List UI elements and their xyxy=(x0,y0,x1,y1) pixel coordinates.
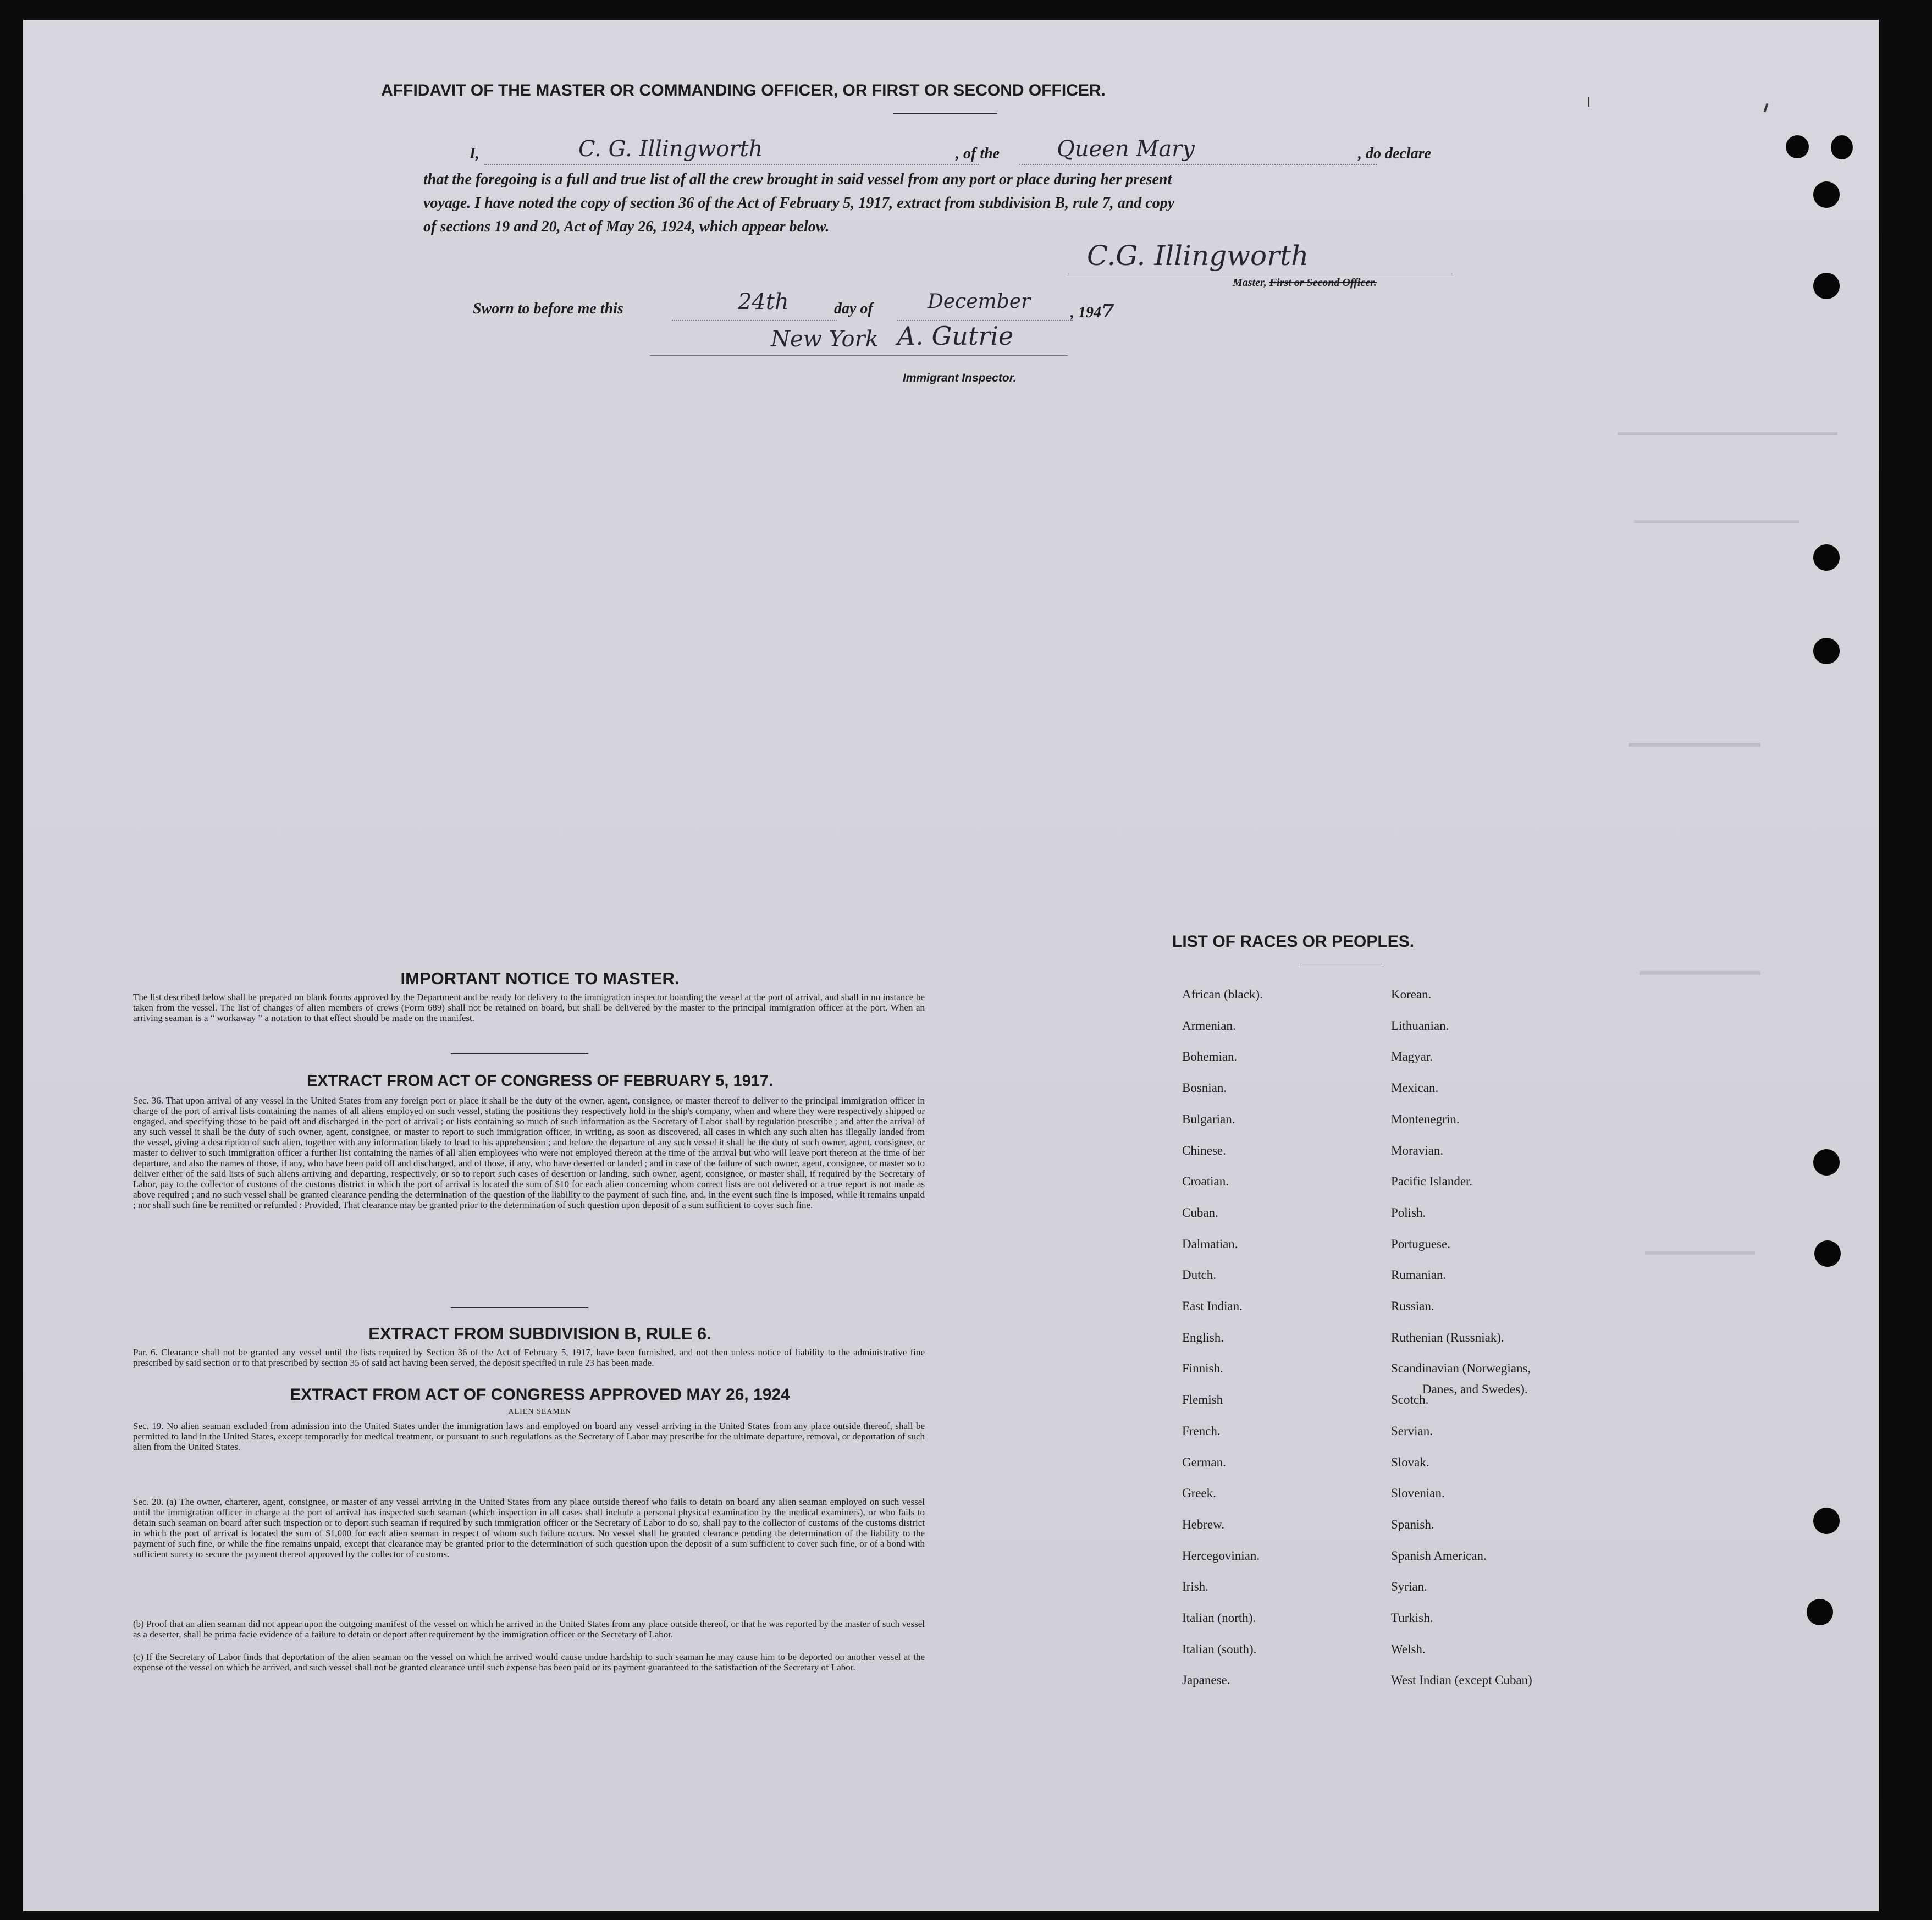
race-item: Servian. xyxy=(1391,1424,1433,1438)
sworn-month: December xyxy=(928,290,1031,313)
affidavit-body-line1: that the foregoing is a full and true list of all the crew brought in said vessel from any port or place during her present xyxy=(423,171,1172,188)
master-signature: C.G. Illingworth xyxy=(1087,240,1309,272)
affidavit-body-line3: of sections 19 and 20, Act of May 26, 1924, which appear below. xyxy=(423,218,830,235)
i-label: I, xyxy=(470,145,479,162)
bleed-through-marks xyxy=(1645,1251,1755,1271)
inspector-label: Immigrant Inspector. xyxy=(903,372,1017,384)
bleed-through-marks xyxy=(1629,743,1760,763)
notice-text: The list described below shall be prepared on blank forms approved by the Department and be ready for delivery to the immigration inspector boarding the vessel at the port of arrival, and shall in no instance be taken from the vessel. The list of changes of alien members of crews (Form 689) shall not be retained on board, but shall be delivered by the master to the principal immigration officer at the port. When an arriving seaman is a “ workaway ” a notation to that effect should be made on the manifest. xyxy=(133,992,925,1023)
inspector-line xyxy=(650,355,1068,356)
race-item: Dalmatian. xyxy=(1182,1237,1238,1251)
races-title: LIST OF RACES OR PEOPLES. xyxy=(1172,933,1415,951)
vessel-name-line xyxy=(1019,164,1377,165)
extract-1924-title: EXTRACT FROM ACT OF CONGRESS APPROVED MAY 26, 1924 xyxy=(290,1386,790,1404)
document-page xyxy=(23,20,1879,1911)
race-item: Montenegrin. xyxy=(1391,1112,1460,1126)
race-item: Japanese. xyxy=(1182,1673,1230,1687)
race-item: Welsh. xyxy=(1391,1642,1426,1656)
race-item: Chinese. xyxy=(1182,1143,1226,1157)
rule6-text: Par. 6. Clearance shall not be granted any vessel until the lists required by Section 36 of the Act of February 5, 1917, have been furnished, and not then unless notice of liability to the administrative fine prescribed by said section or to that prescribed by section 35 of said act having been served, the deposit specified in rule 23 has been made. xyxy=(133,1347,925,1368)
inspector-place: New York xyxy=(771,327,879,352)
bleed-through-marks xyxy=(1634,520,1799,540)
race-item: African (black). xyxy=(1182,987,1263,1001)
punch-hole xyxy=(1813,1508,1840,1534)
race-item: Finnish. xyxy=(1182,1361,1223,1376)
race-item: Bulgarian. xyxy=(1182,1112,1235,1126)
officer-struck-text: First or Second Officer. xyxy=(1269,277,1377,289)
race-item: Russian. xyxy=(1391,1299,1434,1313)
extract-1924-sec19: Sec. 19. No alien seaman excluded from admission into the United States under the immigration laws and employed on board any vessel arriving in the United States from any place outside thereof, shall be permitted to land in the United States, except temporarily for medical treatment, or pursuant to such regulations as the Secretary of Labor may prescribe for the ultimate departure, removal, or deportation of such alien from the United States. xyxy=(133,1421,925,1452)
race-item: Syrian. xyxy=(1391,1580,1427,1594)
officer-name: C. G. Illingworth xyxy=(578,136,763,162)
race-item: West Indian (except Cuban) xyxy=(1391,1673,1532,1687)
race-item: Lithuanian. xyxy=(1391,1018,1449,1033)
race-item: Flemish xyxy=(1182,1393,1223,1407)
race-item: East Indian. xyxy=(1182,1299,1243,1313)
race-item: Korean. xyxy=(1391,987,1432,1001)
race-item: Scotch. xyxy=(1391,1393,1429,1407)
extract-1917-title: EXTRACT FROM ACT OF CONGRESS OF FEBRUARY 5, 1917. xyxy=(306,1072,774,1090)
bleed-through-marks xyxy=(1640,971,1760,991)
extract-1924-sec20b: (b) Proof that an alien seaman did not appear upon the outgoing manifest of the vessel on which he arrived in the United States from any place outside thereof, or that he was reported by the master of such vessel as a deserter, shall be prima facie evidence of a failure to detain or deport after requirement by the immigration officer or the Secretary of Labor. xyxy=(133,1619,925,1640)
affidavit-body-line2: voyage. I have noted the copy of section 36 of the Act of February 5, 1917, extract from subdivision B, rule 7, and copy xyxy=(423,195,1175,212)
race-item: French. xyxy=(1182,1424,1221,1438)
race-item: Croatian. xyxy=(1182,1174,1229,1189)
of-the-label: , of the xyxy=(956,145,1000,162)
punch-hole xyxy=(1786,135,1809,158)
do-declare-label: , do declare xyxy=(1358,145,1431,162)
race-item: Ruthenian (Russniak). xyxy=(1391,1330,1504,1344)
year-prefix: , 194 xyxy=(1070,304,1101,321)
ink-mark xyxy=(1588,97,1589,107)
punch-hole xyxy=(1831,135,1853,159)
inspector-signature: A. Gutrie xyxy=(897,321,1014,351)
race-item: Bohemian. xyxy=(1182,1050,1238,1064)
race-item: Spanish American. xyxy=(1391,1548,1487,1563)
punch-hole xyxy=(1813,544,1840,571)
extract-1924-sec20c: (c) If the Secretary of Labor finds that deportation of the alien seaman on the vessel on which he arrived would cause undue hardship to such seaman he may cause him to be deported on another vessel at the expense of the vessel on which he arrived, and such vessel shall not be granted clearance until such expense has been paid or its payment guaranteed to the satisfaction of the Secretary of Labor. xyxy=(133,1652,925,1673)
ink-mark xyxy=(1763,103,1768,112)
race-item: Polish. xyxy=(1391,1205,1426,1220)
race-item: Pacific Islander. xyxy=(1391,1174,1473,1189)
master-label xyxy=(1233,277,1377,289)
race-item: Portuguese. xyxy=(1391,1237,1450,1251)
race-item: Scandinavian (Norwegians, xyxy=(1391,1361,1531,1376)
race-item: German. xyxy=(1182,1455,1226,1469)
race-item: Irish. xyxy=(1182,1580,1208,1594)
vessel-name: Queen Mary xyxy=(1057,136,1195,162)
section-divider xyxy=(451,1307,588,1308)
race-item: Armenian. xyxy=(1182,1018,1236,1033)
race-item: Slovak. xyxy=(1391,1455,1429,1469)
punch-hole xyxy=(1813,273,1840,299)
sworn-day: 24th xyxy=(738,289,789,315)
rule6-title: EXTRACT FROM SUBDIVISION B, RULE 6. xyxy=(368,1324,711,1343)
race-item: Hercegovinian. xyxy=(1182,1548,1260,1563)
sworn-day-line xyxy=(672,320,837,321)
race-item: Italian (south). xyxy=(1182,1642,1257,1656)
race-item: Slovenian. xyxy=(1391,1486,1445,1500)
punch-hole xyxy=(1813,181,1840,208)
punch-hole xyxy=(1814,1240,1841,1267)
race-item: Mexican. xyxy=(1391,1081,1439,1095)
notice-title: IMPORTANT NOTICE TO MASTER. xyxy=(400,969,680,988)
extract-1924-sec20a: Sec. 20. (a) The owner, charterer, agent, consignee, or master of any vessel arriving in the United States from any place outside thereof who fails to detain on board any alien seaman employed on such vessel until the immigration officer in charge at the port of arrival has inspected such seaman (which inspection in all cases shall include a personal physical examination by the medical examiners), or who fails to detain such seaman on board after such inspection or to deport such seaman if required by such immigration officer or the Secretary of Labor to do so, shall pay to the collector of customs of the customs district in which the port of arrival is located the sum of $1,000 for each alien seaman in respect of whom such failure occurs. No vessel shall be granted clearance pending the determination of the liability to the payment of such fine, or while the fine remains unpaid, except that clearance may be granted prior to the determination of such question upon the deposit of a sum sufficient to cover such fine, or of a bond with sufficient surety to secure the payment thereof approved by the collector of customs. xyxy=(133,1497,925,1559)
race-item: Hebrew. xyxy=(1182,1517,1225,1531)
race-item: Italian (north). xyxy=(1182,1611,1256,1625)
punch-hole xyxy=(1813,638,1840,664)
title-divider xyxy=(893,113,997,114)
year-label xyxy=(1070,300,1114,322)
bleed-through-marks xyxy=(1618,432,1837,452)
extract-1917-text: Sec. 36. That upon arrival of any vessel in the United States from any foreign port or place it shall be the duty of the owner, agent, consignee, or master thereof to deliver to the principal immigration officer in charge of the port of arrival lists containing the names of all aliens employed on such vessel, stating the positions they respectively hold in the ship's company, when and where they were respectively shipped or engaged, and specifying those to be paid off and discharged in the port of arrival ; or lists containing so much of such information as the Secretary of Labor shall by regulation prescribe ; and after the arrival of any such vessel it shall be the duty of such owner, agent, consignee, or master to report to such immigration officer, in writing, as soon as discovered, all cases in which any such alien has illegally landed from the vessel, giving a description of such alien, together with any information likely to lead to his apprehension ; and before the departure of any such vessel it shall be the duty of such owner, agent, consignee, or master to deliver to such immigration officer a further list containing the names of all alien employees who were not employed thereon at the time of the arrival but who will leave port thereon at the time of her departure, and also the names of those, if any, who have been paid off and discharged, and of those, if any, who have deserted or landed ; and in case of the failure of such owner, agent, consignee, or master so to deliver either of the said lists of such aliens arriving and departing, respectively, or so to report such cases of desertion or landing, such owner, agent, consignee, or master shall, if required by the Secretary of Labor, pay to the collector of customs of the customs district in which the port of arrival is located the sum of $10 for each alien concerning whom correct lists are not delivered or a true report is not made as above required ; and no such vessel shall be granted clearance pending the determination of the question of the liability to the payment of such fine, and, in the event such fine is imposed, while it remains unpaid ; nor shall such fine be remitted or refunded : Provided, That clearance may be granted prior to the determination of such question upon deposit of a sum sufficient to cover such fine. xyxy=(133,1095,925,1210)
extract-1924-subtitle: ALIEN SEAMEN xyxy=(508,1408,572,1416)
sworn-label: Sworn to before me this xyxy=(473,300,623,317)
race-item-extra: Danes, and Swedes). xyxy=(1422,1382,1528,1396)
master-text: Master, xyxy=(1233,277,1267,289)
affidavit-title: AFFIDAVIT OF THE MASTER OR COMMANDING OFFICER, OR FIRST OR SECOND OFFICER. xyxy=(381,81,1106,100)
race-item: Greek. xyxy=(1182,1486,1216,1500)
race-item: Turkish. xyxy=(1391,1611,1433,1625)
officer-name-line xyxy=(484,164,979,165)
year-suffix: 7 xyxy=(1101,300,1114,322)
race-item: English. xyxy=(1182,1330,1224,1344)
race-item: Rumanian. xyxy=(1391,1268,1447,1282)
race-item: Cuban. xyxy=(1182,1205,1218,1220)
punch-hole xyxy=(1813,1149,1840,1176)
punch-hole xyxy=(1807,1599,1833,1625)
section-divider xyxy=(451,1053,588,1054)
day-of-label: day of xyxy=(834,300,873,317)
race-item: Bosnian. xyxy=(1182,1081,1227,1095)
race-item: Magyar. xyxy=(1391,1050,1433,1064)
race-item: Dutch. xyxy=(1182,1268,1216,1282)
race-item: Spanish. xyxy=(1391,1517,1434,1531)
race-item: Moravian. xyxy=(1391,1143,1444,1157)
